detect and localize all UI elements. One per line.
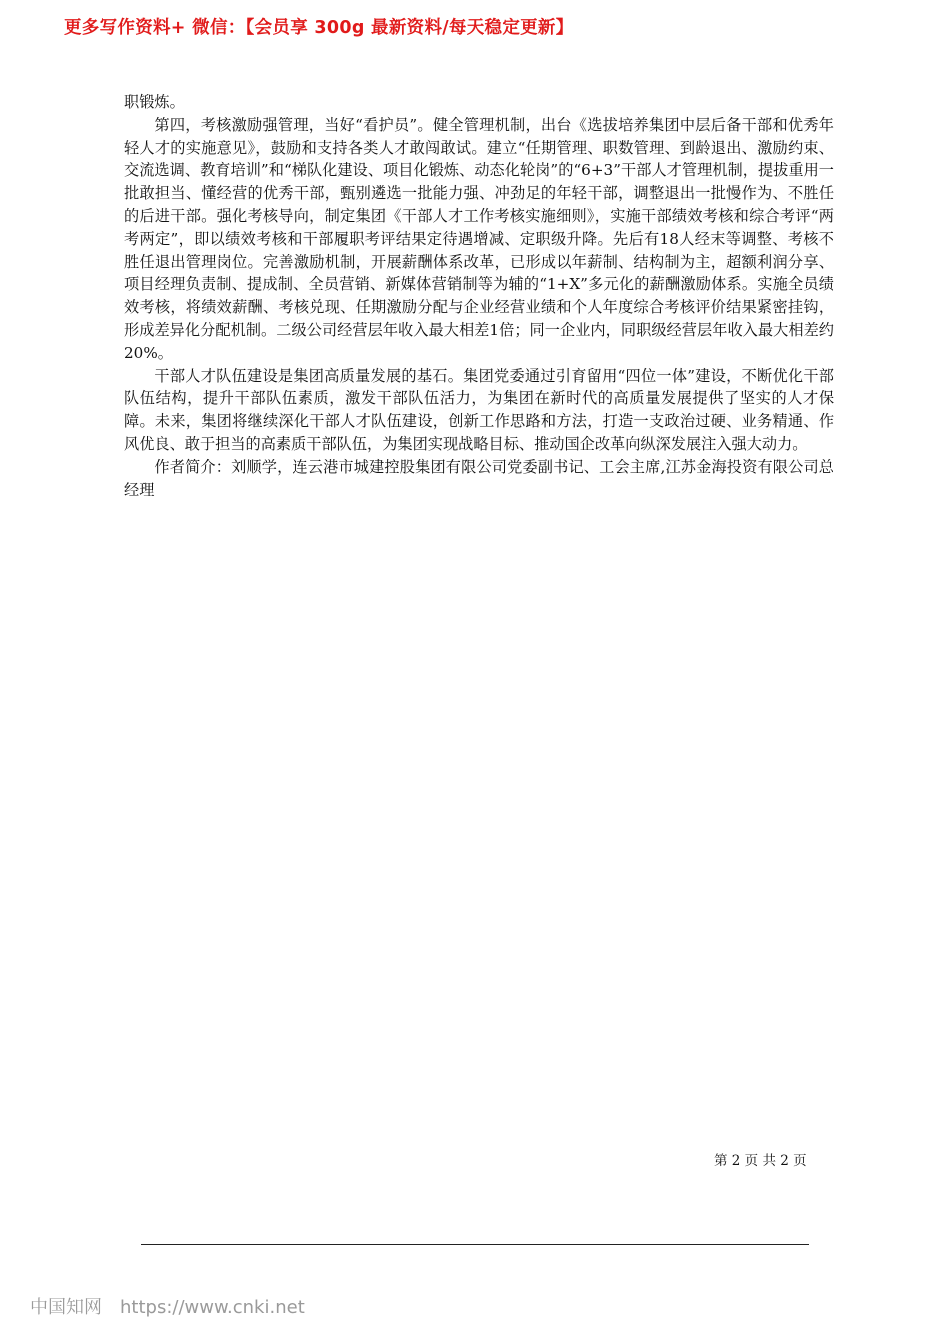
paragraph-author-bio: 作者简介：刘顺学，连云港市城建控股集团有限公司党委副书记、工会主席,江苏金海投资有限公司总经理: [124, 457, 834, 499]
paragraph-assessment-incentive: 第四，考核激励强管理，当好“看护员”。健全管理机制，出台《选拔培养集团中层后备干部和优秀年轻人才的实施意见》，鼓励和支持各类人才敢闯敢试。建立“任期管理、职数管理、到龄退出、激励约束、交流选调、教育培训”和“梯队化建设、项目化锻炼、动态化轮岗”的“6+3”干部人才管理机制，提拔重用一批敢担当、懂经营的优秀干部，甄别遴选一批能力强、冲劲足的年轻干部，调整退出一批慢作为、不胜任的后进干部。强化考核导向，制定集团《干部人才工作考核实施细则》，实施干部绩效考核和综合考评“两考两定”，即以绩效考核和干部履职考评结果定待遇增减、定职级升降。先后有18人经末等调整、考核不胜任退出管理岗位。完善激励机制，开展薪酬体系改革，已形成以年薪制、结构制为主，超额利润分享、项目经理负责制、提成制、全员营销、新媒体营销制等为辅的“1+X”多元化的薪酬激励体系。实施全员绩效考核，将绩效薪酬、考核兑现、任期激励分配与企业经营业绩和个人年度综合考核评价结果紧密挂钩，形成差异化分配机制。二级公司经营层年收入最大相差1倍；同一企业内，同职级经营层年收入最大相差约20%。: [124, 115, 834, 362]
paragraph-continuation: 职锻炼。: [124, 93, 185, 111]
paragraph-conclusion: 干部人才队伍建设是集团高质量发展的基石。集团党委通过引育留用“四位一体”建设，不断优化干部队伍结构，提升干部队伍素质，激发干部队伍活力，为集团在新时代的高质量发展提供了坚实的人才保障。未来，集团将继续深化干部人才队伍建设，创新工作思路和方法，打造一支政治过硬、业务精通、作风优良、敢于担当的高素质干部队伍，为集团实现战略目标、推动国企改革向纵深发展注入强大动力。: [124, 366, 834, 453]
page-number: 第 2 页 共 2 页: [714, 1153, 807, 1169]
article-body: [124, 91, 834, 501]
watermark-site-name: 中国知网: [30, 1297, 102, 1318]
cnki-watermark: [30, 1293, 305, 1319]
footer-divider: [141, 1244, 809, 1245]
promo-banner: 更多写作资料+ 微信：【会员享 300g 最新资料/每天稳定更新】: [64, 18, 574, 38]
watermark-url: https://www.cnki.net: [120, 1297, 305, 1318]
